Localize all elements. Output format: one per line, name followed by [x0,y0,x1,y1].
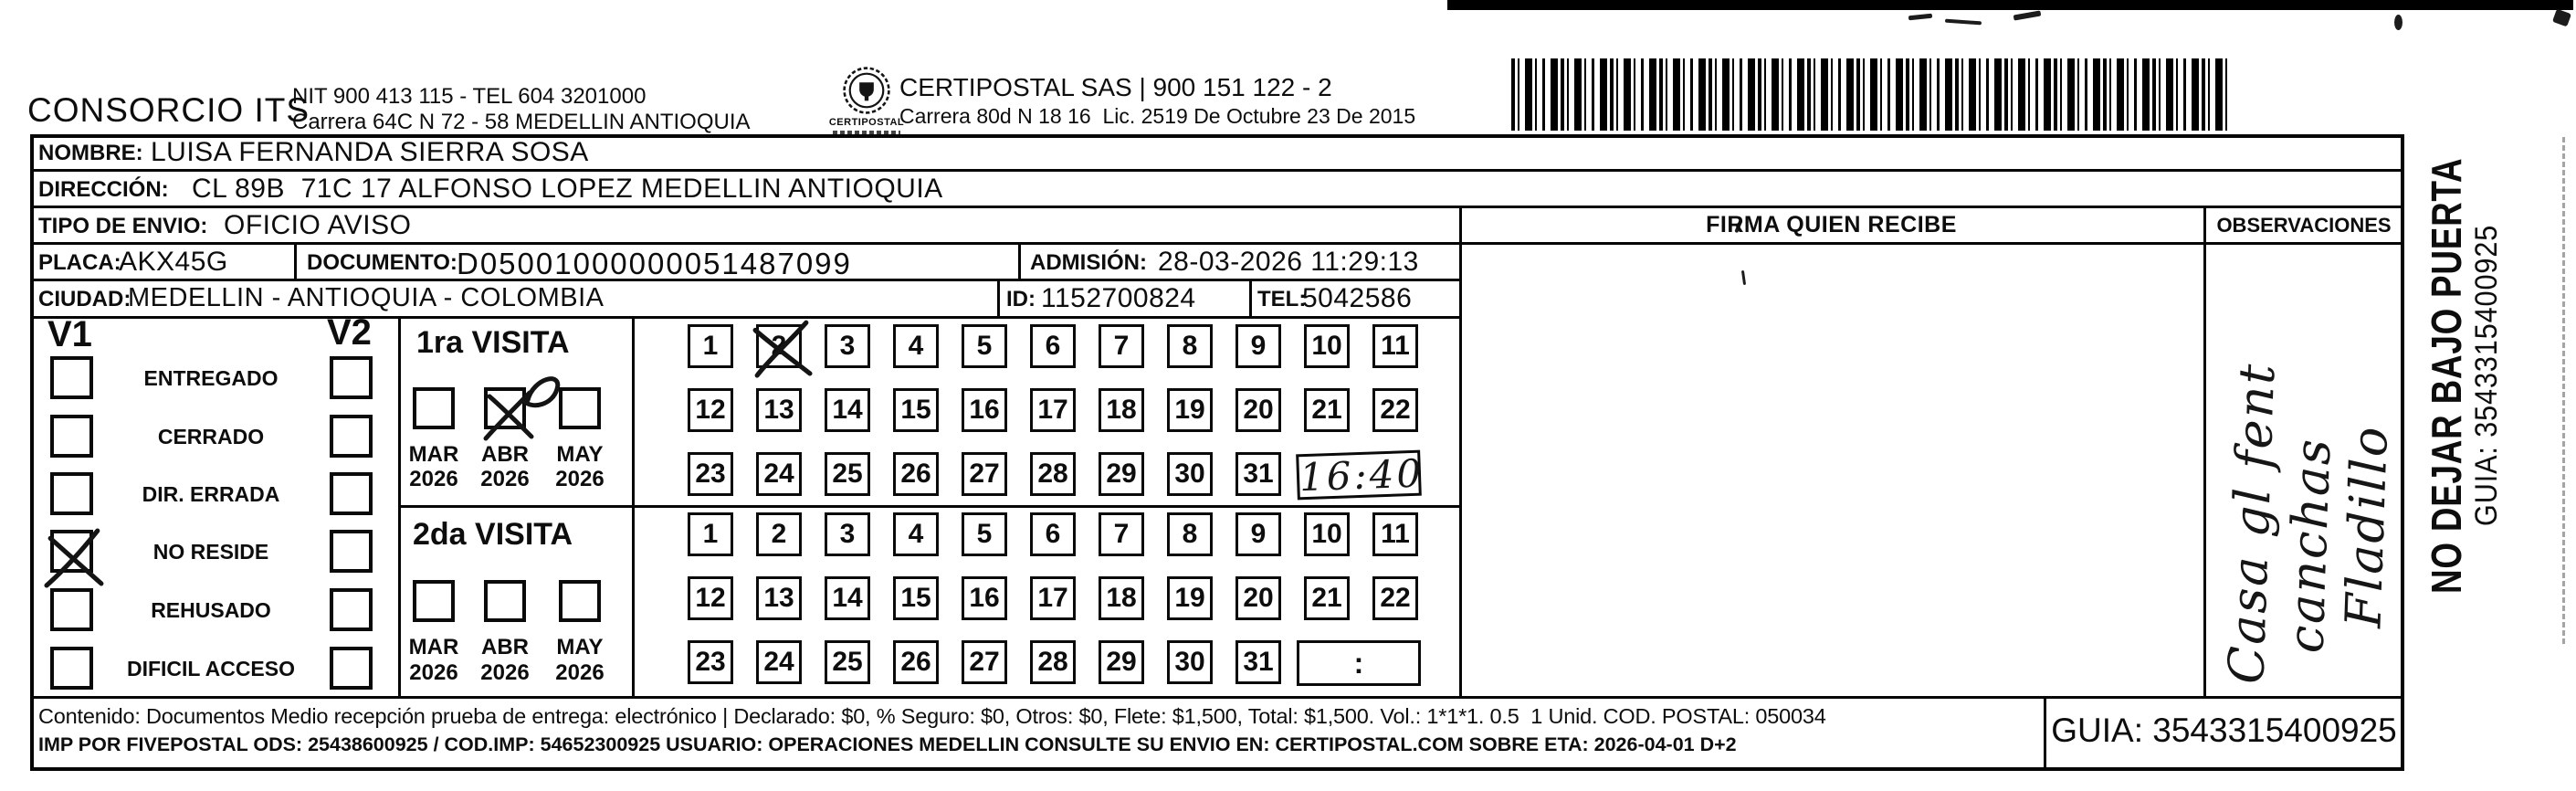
ciudad-label: CIUDAD: [38,287,131,311]
scan-speck [2552,9,2571,27]
scan-speck [1908,14,1932,21]
visita2-day-cell-17: 17 [1030,576,1076,620]
footer-imp-line: IMP POR FIVEPOSTAL ODS: 25438600925 / COD.IMP: 54652300925 USUARIO: OPERACIONES MEDELLIN CONSULTE SU ENVIO EN: CERTIPOSTAL.COM SOBRE ETA: 2026-04-01 D+2 [38,733,1737,755]
grid-line [997,279,1000,316]
firma-header: FIRMA QUIEN RECIBE [1706,212,1957,237]
grid-line [1249,279,1252,316]
visita2-day-cell-9: 9 [1235,512,1281,556]
v1-checkbox-4 [50,588,93,631]
visita2-day-cell-23: 23 [688,640,733,684]
visita2-day-cell-22: 22 [1372,576,1418,620]
scan-speck [1945,19,1982,26]
visita1-month-checkbox-abr [484,387,526,429]
footer-content-line: Contenido: Documentos Medio recepción prueba de entrega: electrónico | Declarado: $0, % Seguro: $0, Otros: $0, Flete: $1,500, Total: $1,500. Vol.: 1*1*1. 0.5 1 Unid. COD. POSTAL: 050034 [38,704,1826,728]
handwriting-line: Fladillo [2334,424,2400,629]
placa-label: PLACA: [38,250,121,275]
visita2-day-cell-11: 11 [1372,512,1418,556]
id-value: 1152700824 [1041,283,1196,313]
visita2-month-checkbox-may [559,580,601,622]
visita1-day-cell-30: 30 [1167,452,1213,496]
visita2-day-cell-20: 20 [1235,576,1281,620]
visita2-day-grid [688,512,1427,695]
visita1-month-year: 2026 [409,467,458,491]
visita2-day-cell-25: 25 [825,640,870,684]
v1-checkbox-3 [50,530,93,573]
visita1-time-cell: 16:40 [1296,450,1422,501]
visita1-day-cell-31: 31 [1235,452,1281,496]
visita1-day-cell-22: 22 [1372,388,1418,432]
visita2-month-label: ABR [481,635,529,659]
grid-line [30,696,2404,699]
visita2-month-label: MAR [408,635,459,659]
grid-line [30,169,2404,172]
courier-address: Carrera 80d N 18 16 Lic. 2519 De Octubre 23 De 2015 [899,104,1416,128]
visita2-month-checkbox-mar [413,580,455,622]
visita1-day-cell-11: 11 [1372,324,1418,368]
direccion-value: CL 89B 71C 17 ALFONSO LOPEZ MEDELLIN ANTIOQUIA [192,174,943,204]
visita2-month-year: 2026 [555,660,605,685]
side-warning: NO DEJAR BAJO PUERTA [2423,157,2470,594]
guia-number: GUIA: 3543315400925 [2051,712,2397,749]
company-address: Carrera 64C N 72 - 58 MEDELLIN ANTIOQUIA [292,110,751,134]
visita1-day-grid [688,324,1427,507]
visita2-day-cell-1: 1 [688,512,733,556]
scan-speck [2013,10,2042,20]
tel-value: 5042586 [1302,283,1413,313]
visita1-day-cell-21: 21 [1304,388,1350,432]
direccion-label: DIRECCIÓN: [38,177,169,202]
status-option-label: ENTREGADO [143,366,279,390]
status-option-label: CERRADO [157,425,265,448]
v2-checkbox-0 [330,356,373,399]
handwriting-line: canchas [2276,436,2342,655]
visita1-day-cell-13: 13 [756,388,802,432]
visita1-month-year: 2026 [480,467,530,491]
visita2-day-cell-4: 4 [893,512,939,556]
visita1-day-cell-16: 16 [962,388,1007,432]
visita2-month-checkbox-abr [484,580,526,622]
logo-caption: CERTIPOSTAL [828,117,905,128]
status-option-label: DIR. ERRADA [142,482,280,506]
v1-checkbox-0 [50,356,93,399]
visita1-day-cell-17: 17 [1030,388,1076,432]
visita2-day-cell-12: 12 [688,576,733,620]
visita1-day-cell-7: 7 [1099,324,1144,368]
scan-top-edge [1447,0,2573,10]
admision-value: 28-03-2026 11:29:13 [1158,247,1419,277]
visita1-day-cell-14: 14 [825,388,870,432]
v1-label: V1 [47,314,92,354]
side-guia-number: GUIA: 3543315400925 [2469,224,2504,526]
v1-checkbox-1 [50,415,93,458]
visita1-day-cell-25: 25 [825,452,870,496]
visita2-day-cell-19: 19 [1167,576,1213,620]
grid-line [30,242,2404,245]
visita1-day-cell-19: 19 [1167,388,1213,432]
company-nit: NIT 900 413 115 - TEL 604 3201000 [292,84,647,109]
visita1-day-cell-26: 26 [893,452,939,496]
documento-label: DOCUMENTO: [307,250,457,275]
visita2-day-cell-8: 8 [1167,512,1213,556]
visita2-day-cell-18: 18 [1099,576,1144,620]
v2-checkbox-4 [330,588,373,631]
grid-line [30,206,2404,208]
visita1-day-cell-27: 27 [962,452,1007,496]
visita2-day-cell-7: 7 [1099,512,1144,556]
visita2-day-cell-28: 28 [1030,640,1076,684]
visita1-month-label: ABR [481,442,529,467]
admision-label: ADMISIÓN: [1030,250,1147,275]
visita1-day-cell-10: 10 [1304,324,1350,368]
visita2-title: 2da VISITA [413,517,573,552]
visita1-day-cell-9: 9 [1235,324,1281,368]
v2-checkbox-1 [330,415,373,458]
barcode [1511,58,2228,131]
v2-checkbox-5 [330,647,373,690]
visita1-day-cell-4: 4 [893,324,939,368]
visita1-day-cell-23: 23 [688,452,733,496]
visita2-day-cell-31: 31 [1235,640,1281,684]
scan-edge-dashed-line [2562,137,2565,644]
company-name: CONSORCIO ITS [27,91,310,129]
scan-speck [2394,15,2403,30]
status-option-label: REHUSADO [151,598,271,622]
visita2-day-cell-2: 2 [756,512,802,556]
v1-checkbox-5 [50,647,93,690]
visita2-day-cell-30: 30 [1167,640,1213,684]
visita1-day-cell-15: 15 [893,388,939,432]
placa-value: AKX45G [119,247,228,277]
tipo-envio-value: OFICIO AVISO [224,210,412,240]
ciudad-value: MEDELLIN - ANTIOQUIA - COLOMBIA [128,283,605,312]
visita2-day-cell-26: 26 [893,640,939,684]
visita1-month-label: MAY [556,442,604,467]
certipostal-logo-icon [842,66,891,120]
visita2-day-cell-27: 27 [962,640,1007,684]
visita2-day-cell-5: 5 [962,512,1007,556]
visita2-time-cell: : [1297,640,1421,686]
observaciones-handwriting [2217,294,2423,693]
visita2-day-cell-13: 13 [756,576,802,620]
grid-line [1459,206,1462,696]
grid-line [1018,242,1021,279]
visita1-day-cell-20: 20 [1235,388,1281,432]
v2-label: V2 [327,312,372,353]
grid-line [398,316,401,696]
visita2-day-cell-21: 21 [1304,576,1350,620]
visita2-month-year: 2026 [480,660,530,685]
visita2-month-year: 2026 [409,660,458,685]
documento-value: D05001000000051487099 [457,247,852,280]
visita2-day-cell-14: 14 [825,576,870,620]
v2-checkbox-2 [330,472,373,515]
visita1-day-cell-28: 28 [1030,452,1076,496]
visita1-day-cell-24: 24 [756,452,802,496]
grid-line [294,242,297,279]
visita2-day-cell-10: 10 [1304,512,1350,556]
v1-checkbox-2 [50,472,93,515]
visita1-month-year: 2026 [555,467,605,491]
tel-label: TEL: [1257,287,1307,311]
visita1-day-cell-2: 2 [756,324,802,368]
grid-line [2203,206,2206,696]
visita1-month-label: MAR [408,442,459,467]
visita2-day-cell-6: 6 [1030,512,1076,556]
nombre-label: NOMBRE: [38,141,143,165]
visita1-day-cell-3: 3 [825,324,870,368]
grid-line [30,316,1459,319]
v2-checkbox-3 [330,530,373,573]
visita1-month-checkbox-mar [413,387,455,429]
nombre-value: LUISA FERNANDA SIERRA SOSA [151,137,589,167]
grid-line [632,316,635,696]
handwriting-line: Casa gl fent [2217,361,2287,685]
handwritten-x-mark-icon [752,315,812,375]
visita1-day-cell-12: 12 [688,388,733,432]
visita1-day-cell-6: 6 [1030,324,1076,368]
visita2-day-cell-24: 24 [756,640,802,684]
visita1-day-cell-18: 18 [1099,388,1144,432]
id-label: ID: [1006,287,1036,311]
visita1-day-cell-29: 29 [1099,452,1144,496]
observaciones-header: OBSERVACIONES [2216,214,2392,237]
visita2-day-cell-3: 3 [825,512,870,556]
visita2-day-cell-29: 29 [1099,640,1144,684]
visita2-month-label: MAY [556,635,604,659]
tipo-envio-label: TIPO DE ENVIO: [38,214,208,238]
visita1-day-cell-5: 5 [962,324,1007,368]
visita2-day-cell-16: 16 [962,576,1007,620]
visita1-day-cell-1: 1 [688,324,733,368]
status-option-label: DIFICIL ACCESO [126,657,295,680]
visita1-month-checkbox-may [559,387,601,429]
courier-name: CERTIPOSTAL SAS | 900 151 122 - 2 [899,73,1332,101]
status-option-label: NO RESIDE [152,540,269,564]
visita1-title: 1ra VISITA [416,325,570,360]
visita2-day-cell-15: 15 [893,576,939,620]
visita1-day-cell-8: 8 [1167,324,1213,368]
